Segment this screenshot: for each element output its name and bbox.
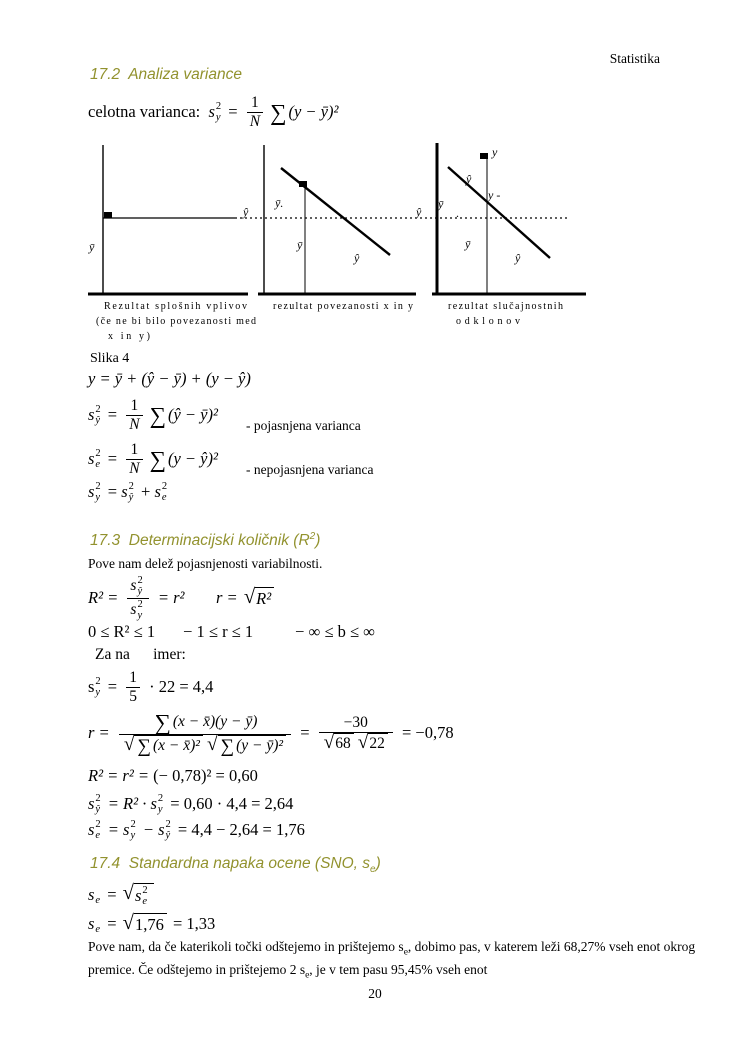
- fraction: [127, 575, 148, 620]
- sup-sub: 2 ŷ: [95, 403, 101, 426]
- result: = 0,60 · 4,4 = 2,64: [166, 794, 294, 813]
- fraction: −30 √ 68 √ 22: [319, 714, 393, 753]
- sup-sub: 2 y: [95, 675, 101, 698]
- section-heading-17-4: [90, 855, 381, 875]
- sqrt: √ ∑ (x − x̄)²: [124, 735, 203, 756]
- result: = 4,4 − 2,64 = 1,76: [173, 820, 305, 839]
- lhs: R² =: [88, 588, 123, 607]
- heading-sup: 2: [309, 531, 316, 542]
- sup-sub: e: [95, 924, 101, 935]
- mid: = s: [103, 820, 130, 839]
- equals: =: [103, 885, 121, 904]
- radical-symbol: √: [122, 881, 134, 904]
- equals: =: [103, 405, 122, 424]
- formula-r-squared: [88, 572, 388, 624]
- range-b: − ∞ ≤ b ≤ ∞: [295, 622, 375, 641]
- formula-text: y = ȳ + (ŷ − ȳ) + (y − ŷ): [88, 369, 251, 388]
- equals: =: [103, 677, 122, 696]
- var-s: s: [88, 885, 95, 904]
- radical-symbol: √: [123, 733, 135, 755]
- var-s: s: [154, 482, 161, 502]
- sqrt: [123, 883, 154, 907]
- lhs: r =: [216, 588, 242, 607]
- formula-standard-error-def: [88, 879, 156, 911]
- label-y-hat-axis: ŷ: [243, 205, 249, 219]
- formula-unexplained-value: [88, 817, 305, 843]
- sup-sub: 2 e: [95, 818, 101, 841]
- equals: =: [103, 449, 122, 468]
- label-y-hat-line: ŷ: [515, 251, 521, 265]
- label-y-bar-mid: ȳ: [465, 237, 471, 251]
- figure-slika-4: [88, 143, 593, 348]
- var-s: s: [88, 482, 95, 502]
- sum-symbol: ∑: [137, 735, 151, 757]
- label-y-hat-top: ŷ: [466, 172, 472, 186]
- label-y-hat-line: ŷ: [354, 251, 360, 265]
- annotation-unexplained: - nepojasnjena varianca: [246, 462, 374, 477]
- lead-sentence: Pove nam delež pojasnjenosti variabilnosti.: [88, 556, 323, 571]
- sum-symbol: ∑: [149, 446, 166, 472]
- formula-unexplained-variance: [88, 439, 508, 479]
- subscript-e: e: [403, 947, 408, 958]
- formula-variance-sum: [88, 481, 170, 503]
- formula-body: (y − ŷ)²: [167, 449, 218, 468]
- fraction: ∑ (x − x̄)(y − ȳ) √ ∑ (x − x̄)² √ ∑ (y − ȳ)²: [119, 711, 291, 756]
- formula-body: (ŷ − ȳ)²: [167, 405, 218, 424]
- sup-sub: 2 e: [95, 447, 101, 470]
- example-label: Za na imer:: [95, 646, 186, 663]
- equals: =: [103, 914, 121, 933]
- sup-sub: 2 y: [137, 598, 143, 621]
- sqrt: √ ∑ (y − ȳ)²: [207, 735, 286, 756]
- caption-line-2: odklonov: [456, 316, 520, 327]
- heading-text: 17.3 Determinacijski količnik (R: [90, 532, 310, 550]
- caption-line-3: x in y): [108, 331, 150, 342]
- caption: rezultat povezanosti x in y: [273, 301, 413, 312]
- point-marker: [299, 181, 307, 187]
- fraction: $\frac{1}{N}$: [247, 94, 263, 131]
- paragraph-text: , je v tem pasu 95,45% vseh enot: [309, 961, 488, 977]
- point-marker: [480, 153, 488, 159]
- var-s: s: [88, 677, 95, 696]
- sqrt: √ R²: [244, 587, 274, 609]
- label-y-minus: y -: [488, 188, 501, 202]
- annotation-explained: - pojasnjena varianca: [246, 418, 361, 433]
- fraction: $\frac{1}{N}$: [126, 397, 142, 434]
- running-header: Statistika: [609, 51, 660, 66]
- result: · 22 = 4,4: [144, 677, 214, 696]
- graph-general-effects: [88, 145, 256, 342]
- formula-correlation: [88, 703, 454, 763]
- fraction: $\frac{1}{N}$: [126, 441, 142, 478]
- label-y-bar-axis: ȳ: [438, 197, 444, 211]
- sqrt: √ 1,76: [123, 913, 167, 935]
- section-heading-17-2: 17.2 Analiza variance: [90, 66, 242, 83]
- sup-sub: 2 e: [161, 481, 168, 504]
- plus: +: [136, 482, 155, 502]
- formula-standard-error-value: [88, 910, 215, 938]
- radical-symbol: √: [357, 731, 369, 753]
- mid: = R² · s: [103, 794, 157, 813]
- caption-line-1: rezultat slučajnostnih: [448, 301, 563, 312]
- formula-explained-variance: [88, 395, 508, 435]
- page-number: 20: [368, 986, 382, 1001]
- sum-symbol: ∑: [149, 402, 166, 428]
- point-marker: [104, 212, 112, 218]
- rhs: = r²: [153, 588, 185, 607]
- formula-ranges: [88, 622, 375, 642]
- equals: =: [224, 102, 242, 121]
- equals: =: [296, 723, 314, 742]
- range-r2: 0 ≤ R² ≤ 1: [88, 622, 156, 641]
- equals: =: [103, 482, 122, 502]
- range-r: − 1 ≤ r ≤ 1: [183, 622, 254, 641]
- regression-line: [448, 167, 550, 258]
- sup-sub: 2 y: [215, 100, 222, 123]
- heading-sub: e: [370, 864, 376, 876]
- sup-sub: 2 ŷ: [165, 818, 171, 841]
- sqrt: √ 68: [324, 733, 354, 753]
- sup-sub: 2 y: [130, 818, 136, 841]
- sup-sub: 2 y: [95, 481, 101, 504]
- result: (− 0,78)² = 0,60: [153, 766, 258, 785]
- var-s: s: [88, 405, 95, 424]
- var-s: s: [134, 886, 142, 905]
- formula-body: (y − ȳ)²: [288, 102, 339, 121]
- formula-decomposition: [88, 369, 251, 389]
- graph-relation-x-y: [242, 145, 416, 312]
- closing-paragraph: [88, 937, 708, 983]
- figure-caption: Slika 4: [90, 351, 130, 366]
- paragraph-text: Pove nam, da če katerikoli točki odštejemo in prištejemo s: [88, 939, 404, 954]
- label-y-point: y: [492, 145, 498, 159]
- label-dot: .: [456, 206, 459, 220]
- lhs: R² = r² =: [88, 766, 154, 785]
- result: = −0,78: [397, 723, 454, 742]
- sup-sub: 2 y: [157, 792, 164, 815]
- formula-label: celotna varianca:: [88, 102, 209, 121]
- var-s: s: [88, 794, 95, 813]
- radical-symbol: √: [323, 731, 335, 753]
- var-s: s: [88, 449, 95, 468]
- caption-line-2: (če ne bi bilo povezanosti med: [96, 316, 256, 327]
- graph-random-deviations: [415, 143, 586, 327]
- heading-text: ): [375, 855, 381, 872]
- formula-r-sqrt: [216, 587, 276, 609]
- label-y-hat-axis: ŷ: [416, 205, 422, 219]
- sup-sub: 2 ŷ: [128, 481, 134, 504]
- var-s: s: [88, 820, 95, 839]
- var-s: s: [130, 600, 137, 618]
- sum-symbol: ∑: [270, 99, 287, 125]
- paragraph-text: , dobimo pas, v katerem leži 68,27% vseh enot okrog premice. Če odštejemo in prištejemo 2 s: [88, 939, 696, 977]
- sup-sub: 2 ŷ: [137, 575, 143, 598]
- heading-text: 17.4 Standardna napaka ocene (SNO, s: [90, 855, 371, 872]
- sqrt: √ 22: [358, 733, 388, 753]
- sum-symbol: ∑: [220, 735, 235, 757]
- sup-sub: 2 e: [142, 884, 148, 907]
- heading-text: ): [315, 532, 321, 550]
- var-s: s: [88, 914, 95, 933]
- result: = 1,33: [168, 914, 216, 933]
- sup-sub: 2 ŷ: [95, 792, 101, 815]
- formula-variance-example: [88, 668, 213, 706]
- radical-symbol: √: [243, 586, 256, 608]
- lhs: r =: [88, 723, 114, 742]
- radical-symbol: √: [122, 912, 134, 934]
- var-s: s: [208, 102, 215, 121]
- sup-sub: e: [95, 895, 101, 906]
- minus: − s: [138, 820, 165, 839]
- formula-total-variance: [88, 92, 338, 132]
- var-s: s: [130, 577, 137, 595]
- sum-symbol: ∑: [154, 709, 171, 735]
- subscript-e: e: [305, 970, 310, 981]
- formula-explained-value: [88, 791, 293, 817]
- radical-symbol: √: [206, 733, 218, 755]
- section-heading-17-3: [90, 531, 320, 550]
- caption-line-1: Rezultat splošnih vplivov: [104, 301, 247, 312]
- label-y-bar: ȳ: [89, 240, 95, 254]
- label-y-bar-mid: ȳ: [297, 238, 303, 252]
- var-s: s: [121, 482, 128, 502]
- label-y-bar-top: ȳ.: [275, 196, 284, 210]
- formula-r-squared-value: [88, 766, 258, 786]
- fraction: $\frac{1}{5}$: [126, 669, 140, 706]
